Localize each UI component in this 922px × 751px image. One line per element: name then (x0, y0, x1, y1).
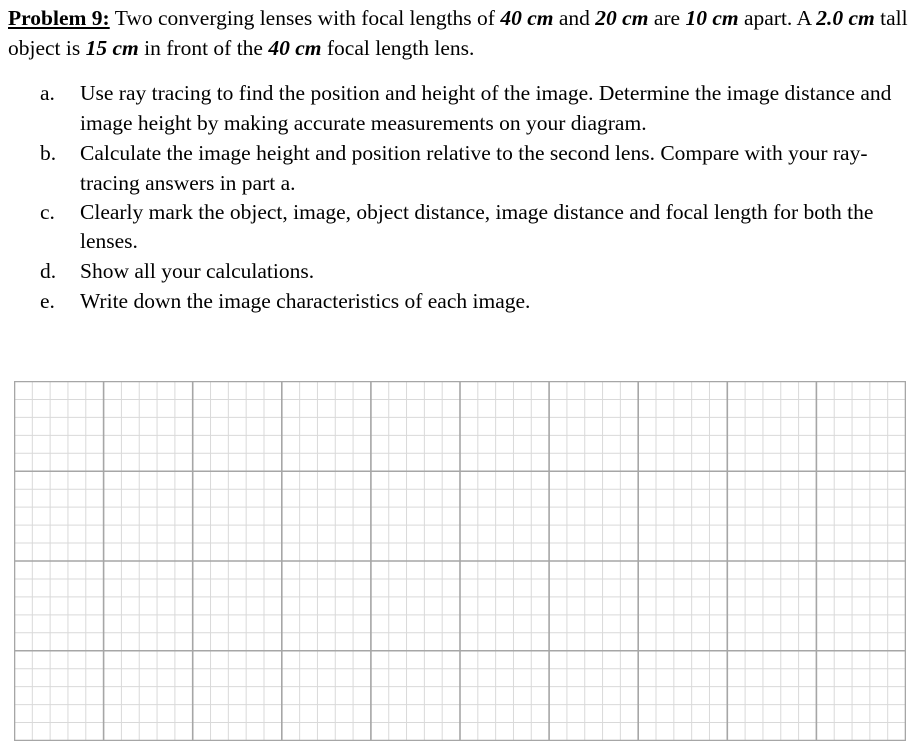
part-e (40, 286, 910, 316)
problem-text-7: focal length lens. (321, 36, 475, 60)
graph-paper (14, 381, 906, 741)
object-height: 2.0 cm (816, 6, 875, 30)
part-d-text: Show all your calculations. (80, 259, 315, 283)
part-e-text: Write down the image characteristics of each image. (80, 289, 531, 313)
problem-text-4: apart. A (738, 6, 817, 30)
part-a-marker: a. (40, 81, 55, 105)
focal-length-1: 40 cm (500, 6, 554, 30)
graph-paper-grid (14, 381, 906, 741)
part-b (40, 138, 910, 198)
part-d (40, 256, 910, 286)
object-distance: 15 cm (85, 36, 139, 60)
part-d-marker: d. (40, 259, 57, 283)
part-b-text: Calculate the image height and position relative to the second lens. Compare with your ray-tracing answers in part a. (80, 141, 868, 195)
problem-text-5: tall object is (8, 6, 908, 60)
problem-text-1: Two converging lenses with focal lengths of (109, 6, 501, 30)
part-b-marker: b. (40, 141, 57, 165)
problem-label: Problem 9: (8, 6, 110, 30)
problem-statement (8, 3, 914, 63)
part-a-text: Use ray tracing to find the position and height of the image. Determine the image distance and image height by making accurate measurements on your diagram. (80, 81, 892, 135)
problem-text-6: in front of the (138, 36, 269, 60)
problem-text-3: are (648, 6, 686, 30)
focal-length-2: 20 cm (595, 6, 649, 30)
part-c-marker: c. (40, 200, 55, 224)
focal-length-1-ref: 40 cm (268, 36, 322, 60)
part-e-marker: e. (40, 289, 55, 313)
lens-separation: 10 cm (685, 6, 739, 30)
problem-parts-list (40, 78, 910, 316)
part-c-text: Clearly mark the object, image, object distance, image distance and focal length for both the lenses. (80, 200, 874, 253)
problem-text-2: and (553, 6, 596, 30)
part-a (40, 78, 910, 138)
part-c (40, 198, 910, 256)
